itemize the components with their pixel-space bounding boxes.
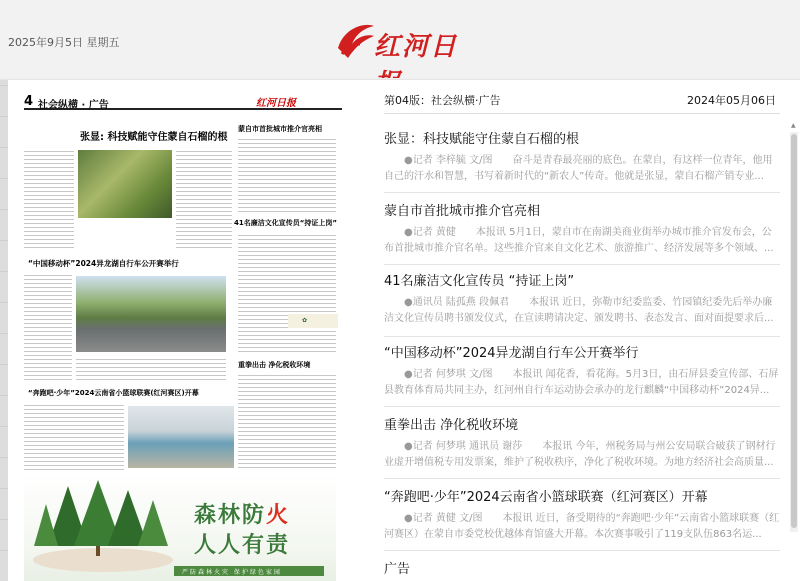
edition-date: 2024年05月06日 <box>687 94 776 107</box>
np-headline-2[interactable]: 蒙自市首批城市推介官亮相 <box>238 125 322 133</box>
article-text-block <box>238 372 336 468</box>
newspaper-masthead: 红河日报 <box>256 98 296 109</box>
article-divider <box>384 550 780 551</box>
newspaper-header <box>24 94 342 110</box>
article-title[interactable]: 重拳出击 净化税收环境 <box>384 418 519 433</box>
left-edge-strip <box>0 80 8 581</box>
logo-text: 红河日 <box>374 32 459 62</box>
article-divider <box>384 336 780 337</box>
pine-trees-icon <box>28 476 178 576</box>
article-summary: ●记者 何梦琪 文/图 本报讯 闻花香，看花海。5月3日，由石屏县委宣传部、石屏县教育体育局共同主办，红河州自行车运动协会承办的龙行麒麟“中国移动杯”2024异... <box>384 369 779 396</box>
pomegranate-farmer-photo <box>78 150 172 218</box>
basketball-photo <box>128 406 234 468</box>
article-text-block <box>24 402 124 470</box>
article-title[interactable]: 张显：科技赋能守住蒙自石榴的根 <box>384 132 580 147</box>
article-item[interactable] <box>384 270 780 327</box>
cycling-race-photo <box>76 276 226 352</box>
np-headline-4[interactable]: “中国移动杯”2024异龙湖自行车公开赛举行 <box>28 259 179 268</box>
ad-banner-strip: 严防森林火灾 保护绿色家园 <box>174 566 324 576</box>
article-item[interactable] <box>384 486 780 543</box>
article-title[interactable]: 41名廉洁文化宣传员 “持证上岗” <box>384 274 575 289</box>
article-title[interactable]: “奔跑吧·少年”2024云南省小篮球联赛（红河赛区）开幕 <box>384 490 708 505</box>
current-date: 2025年9月5日 星期五 <box>8 36 120 49</box>
np-headline-1[interactable]: 张显: 科技赋能守住蒙自石榴的根 <box>80 132 228 143</box>
article-summary: ●记者 黄健 本报讯 5月1日，蒙自市在南湖美商业街举办城市推介官发布会，公布首批城市推介官名单。这些推介官来自文化艺术、旅游推广、经济发展等多个领域、... <box>384 227 774 254</box>
forest-fire-ad[interactable] <box>24 474 336 581</box>
article-item[interactable] <box>384 414 780 471</box>
section-name: 社会纵横 · 广告 <box>38 100 109 111</box>
article-text-block <box>24 272 72 380</box>
np-headline-3[interactable]: 41名廉洁文化宣传员“持证上岗” <box>234 219 337 227</box>
phoenix-logo-icon <box>334 18 378 62</box>
article-item[interactable] <box>384 200 780 257</box>
scroll-up-icon[interactable]: ▲ <box>791 122 796 129</box>
article-list-panel <box>370 80 800 581</box>
article-text-block <box>238 232 336 352</box>
article-summary: ●记者 何梦琪 通讯员 谢莎 本报讯 今年，州税务局与州公安局联合破获了钢材行业虚开增值税专用发票案，维护了税收秩序，净化了税收环境。为地方经济社会高质量... <box>384 441 776 468</box>
article-divider <box>384 478 780 479</box>
article-title[interactable]: “中国移动杯”2024异龙湖自行车公开赛举行 <box>384 346 639 361</box>
ad-slogan-line2: 人人有责 <box>194 532 291 558</box>
scrollbar-thumb[interactable] <box>791 134 797 528</box>
article-text-block <box>238 138 336 212</box>
newspaper-page-viewer[interactable] <box>8 80 370 581</box>
article-text-block <box>176 148 232 248</box>
article-item[interactable] <box>384 342 780 399</box>
article-summary: ●记者 李梓毓 文/图 奋斗是青春最亮丽的底色。在蒙自，有这样一位青年，他用自己的汗水和智慧，书写着新时代的“新农人”传奇。他就是张显，蒙自石榴产销专业... <box>384 155 773 182</box>
np-headline-5[interactable]: 重拳出击 净化税收环境 <box>238 361 311 369</box>
article-text-block <box>24 148 74 248</box>
article-summary: ●记者 黄健 文/图 本报讯 近日，备受期待的“奔跑吧·少年”云南省小篮球联赛（红河赛区）在蒙自市委党校优越体育馆盛大开幕。本次赛事吸引了119支队伍863名运... <box>384 513 780 540</box>
small-ad-box <box>288 314 338 328</box>
np-headline-6[interactable]: “奔跑吧·少年”2024云南省小篮球联赛(红河赛区)开幕 <box>28 389 199 397</box>
site-logo[interactable] <box>334 18 484 62</box>
article-title[interactable]: 广告 <box>384 562 411 577</box>
article-divider <box>384 406 780 407</box>
article-item[interactable] <box>384 128 780 185</box>
ad-slogan-line1: 森林防火 <box>194 502 291 528</box>
top-bar <box>0 0 800 78</box>
article-divider <box>384 264 780 265</box>
small-ad-label: ✿ <box>302 317 308 324</box>
article-item[interactable] <box>384 558 780 577</box>
edition-title: 第04版：社会纵横·广告 <box>384 94 501 107</box>
header-divider <box>384 113 780 114</box>
article-text-block <box>76 356 226 380</box>
newspaper-page[interactable] <box>16 86 338 581</box>
article-title[interactable]: 蒙自市首批城市推介官亮相 <box>384 204 541 219</box>
article-divider <box>384 192 780 193</box>
page-number: 4 <box>24 94 34 109</box>
article-summary: ●通讯员 陆孤燕 段佩君 本报讯 近日，弥勒市纪委监委、竹园镇纪委先后举办廉洁文化宣传员聘书颁发仪式，在宣读聘请决定、颁发聘书、表态发言、面对面提要求后... <box>384 297 774 324</box>
